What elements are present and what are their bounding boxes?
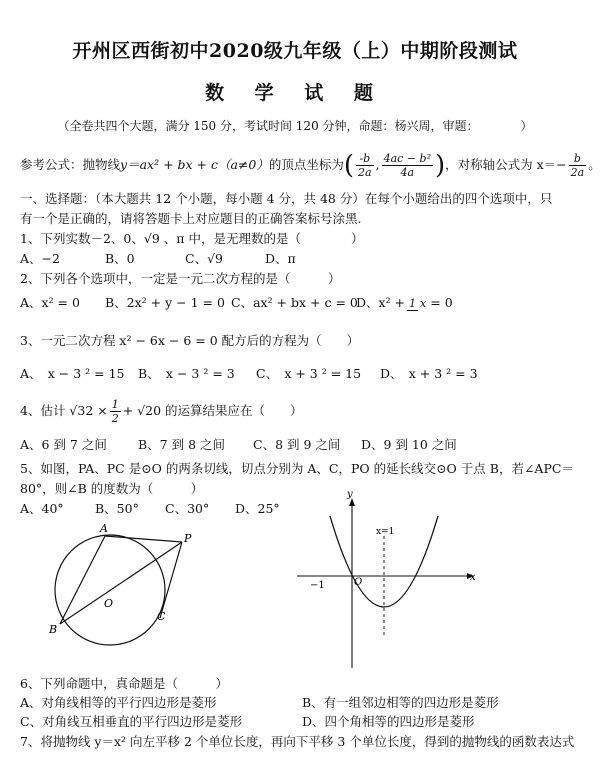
section1-line2: 有一个是正确的，请将答题卡上对应题目的正确答案标号涂黑. xyxy=(20,211,362,226)
formula-vertex-text: 的顶点坐标为 xyxy=(268,157,344,172)
q2-option-d xyxy=(356,294,453,312)
label-b: B xyxy=(49,623,58,636)
q1-options xyxy=(20,250,580,268)
q5-option-a: A、40° xyxy=(20,501,64,516)
q1-stem: 1、下列实数－2、0、√9 、π 中，是无理数的是（ ） xyxy=(20,231,364,246)
q4-stem-post: + √20 的运算结果应在（ ） xyxy=(122,403,303,418)
q3-options xyxy=(20,365,580,383)
label-c: C xyxy=(157,610,166,623)
formula-lead: 参考公式：抛物线 xyxy=(20,157,121,172)
q2-d-fraction xyxy=(407,297,428,311)
circle-tangent-figure xyxy=(30,520,210,645)
q2-option-a: A、x² = 0 xyxy=(20,295,80,310)
q4-stem xyxy=(20,398,580,425)
q2-option-c: C、ax² + bx + c = 0 xyxy=(231,295,358,310)
q3-option-d: D、 x + 3 ² = 3 xyxy=(380,366,478,381)
axis-num: b xyxy=(569,152,587,166)
q6-options-row1 xyxy=(20,694,580,712)
label-a: A xyxy=(100,522,108,535)
q3-stem: 3、一元二次方程 x² − 6x − 6 = 0 配方后的方程为（ ） xyxy=(20,333,360,348)
label-o: O xyxy=(104,597,114,610)
formula-axis-text: ，对称轴公式为 x＝− xyxy=(445,157,567,172)
q6-option-c: C、对角线互相垂直的平行四边形是菱形 xyxy=(20,714,243,729)
vertex-x-fraction xyxy=(356,152,374,179)
q6-options-row2 xyxy=(20,713,580,731)
q1-option-c: C、√9 xyxy=(185,251,223,266)
q2-d-num: 1 xyxy=(409,296,417,310)
vertex-x-num: -b xyxy=(356,152,374,166)
q5-option-d: D、25° xyxy=(235,501,280,516)
left-paren: ( xyxy=(343,150,355,181)
label-neg1: −1 xyxy=(310,580,325,591)
q3-option-b: B、 x − 3 ² = 3 xyxy=(138,366,235,381)
chord-ab xyxy=(60,536,105,624)
q2-d-den: x xyxy=(420,296,427,310)
q5-option-c: C、30° xyxy=(165,501,210,516)
parabola-figure xyxy=(292,488,487,670)
axis-fraction xyxy=(569,152,587,179)
q1-option-b: B、0 xyxy=(105,251,135,266)
right-paren: ) xyxy=(434,150,446,181)
tangent-pc xyxy=(160,542,182,618)
q4-option-a: A、6 到 7 之间 xyxy=(20,437,107,452)
q4-fraction xyxy=(110,398,121,425)
q6-option-a: A、对角线相等的平行四边形是菱形 xyxy=(20,695,217,710)
q5-line1: 5、如图，PA、PC 是⊙O 的两条切线，切点分别为 A、C，PO 的延长线交⊙O 于点 B，若∠APC＝ xyxy=(20,461,574,476)
formula-expr: y＝ax² + bx + c（a≠0） xyxy=(120,157,269,172)
exam-title: 开州区西街初中2020级九年级（上）中期阶段测试 xyxy=(72,40,518,62)
vertex-x-den: 2a xyxy=(358,166,372,179)
q2-d-post: = 0 xyxy=(430,295,453,310)
q1-option-a: A、−2 xyxy=(20,251,60,266)
q2-stem: 2、下列各个选项中，一定是一元二次方程的是（ ） xyxy=(20,271,341,286)
exam-subtitle: 数 学 试 题 xyxy=(205,82,385,104)
q2-option-b: B、2x² + y − 1 = 0 xyxy=(105,295,225,310)
q3-option-c: C、 x + 3 ² = 15 xyxy=(256,366,362,381)
label-y: y xyxy=(347,489,353,500)
q2-d-pre: D、x² + xyxy=(356,295,406,310)
tangent-pa xyxy=(105,536,182,542)
label-axis: x=1 xyxy=(376,527,395,537)
q7-stem: 7、将抛物线 y＝x² 向左平移 2 个单位长度，再向下平移 3 个单位长度，得到的抛物线的函数表达式 xyxy=(20,734,575,749)
q5-line2: 80°，则∠B 的度数为（ ） xyxy=(20,481,204,496)
q4-option-d: D、9 到 10 之间 xyxy=(361,437,457,452)
label-p: P xyxy=(184,532,192,545)
q6-option-d: D、四个角相等的四边形是菱形 xyxy=(302,714,475,729)
q5-option-b: B、50° xyxy=(95,501,139,516)
q6-option-b: B、有一组邻边相等的四边形是菱形 xyxy=(302,695,499,710)
q3-option-a: A、 x − 3 ² = 15 xyxy=(20,366,125,381)
vertex-y-den: 4a xyxy=(400,166,415,179)
q4-options xyxy=(20,436,580,454)
q4-option-b: B、7 到 8 之间 xyxy=(138,437,226,452)
q2-options xyxy=(20,294,580,312)
axis-den: 2a xyxy=(570,166,585,179)
q4-stem-pre: 4、估计 √32 × xyxy=(20,403,108,418)
q6-stem: 6、下列命题中，真命题是（ ） xyxy=(20,676,228,691)
vertex-y-num: 4ac − b² xyxy=(383,152,431,165)
vertex-y-fraction xyxy=(382,152,433,179)
label-origin: O xyxy=(354,577,363,588)
label-x: x xyxy=(470,572,476,583)
q1-option-d: D、π xyxy=(265,251,296,266)
q4-frac-num: 1 xyxy=(111,398,119,411)
formula-end: 。 xyxy=(588,157,601,172)
exam-note: （全卷共四个大题，满分 150 分，考试时间 120 分钟，命题：杨兴周，审题： ） xyxy=(57,119,533,133)
reference-formula: 参考公式：抛物线y＝ax² + bx + c（a≠0）的顶点坐标为( $\frac{-b}{2a}$ , $\frac{\text{4ac − b²}}{4a}$ )，对称轴公式为 x＝− $\frac{b}{2a}$ 。 xyxy=(20,150,601,181)
q4-frac-den: 2 xyxy=(111,412,119,425)
section1-line1: 一、选择题：（本大题共 12 个小题，每小题 4 分，共 48 分）在每个小题给出的四个选项中，只 xyxy=(20,191,553,206)
q4-option-c: C、8 到 9 之间 xyxy=(253,437,341,452)
